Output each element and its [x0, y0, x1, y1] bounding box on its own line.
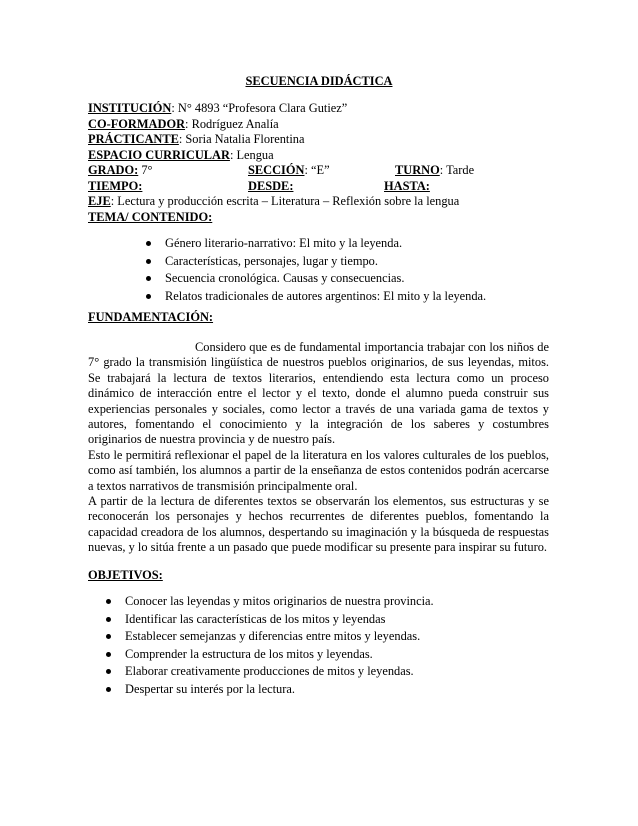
hasta-field	[384, 179, 430, 194]
objetivos-list	[125, 594, 434, 700]
turno-field	[395, 163, 474, 178]
seccion-value: : “E”	[304, 163, 330, 177]
fundamentacion-paragraph-1: Considero que es de fundamental importancia trabajar con los niños de 7° grado la transmisión lingüística de nuestros pueblos originarios, de sus leyendas, mitos. Se trabajará la lectura de textos literarios, entendiendo esta lectura como un proceso dinámico de interacción entre el lector y el texto, donde el alumno pueda construir sus experiencias personales y sociales, como lector a través de una variada gama de textos y autores, fomentando el conocimiento y la integración de los saberes y costumbres originarios de nuestra provincia y de nuestro país.	[88, 340, 549, 447]
coformador-line	[88, 117, 279, 132]
espacio-line	[88, 148, 274, 163]
eje-line	[88, 194, 459, 209]
practicante-line	[88, 132, 304, 147]
fundamentacion-heading: FUNDAMENTACIÓN:	[88, 310, 214, 324]
list-item: Género literario-narrativo: El mito y la leyenda.	[165, 236, 486, 254]
seccion-field	[248, 163, 330, 178]
desde-field	[248, 179, 293, 194]
grado-value: 7°	[138, 163, 153, 177]
fundamentacion-paragraph-3: A partir de la lectura de diferentes textos se observarán los elementos, sus estructuras y se reconocerán los personajes y hechos recurrentes de diferentes pueblos, fomentando la capacidad creadora de los alumnos, despertando su imaginación y la búsqueda de respuestas nuevas, y lo sitúa frente a un pasado que puede modificar su presente para inspirar su futuro.	[88, 494, 549, 555]
practicante-value: : Soria Natalia Florentina	[178, 132, 305, 146]
institucion-label: INSTITUCIÓN	[88, 101, 172, 115]
institucion-line	[88, 101, 347, 116]
tiempo-label: TIEMPO:	[88, 178, 143, 193]
turno-label: TURNO	[395, 163, 440, 177]
document-title: SECUENCIA DIDÁCTICA	[245, 74, 393, 88]
tema-label: TEMA/ CONTENIDO:	[88, 209, 213, 224]
tema-line	[88, 210, 212, 225]
objetivos-heading: OBJETIVOS:	[88, 568, 163, 582]
fundamentacion-paragraph-2: Esto le permitirá reflexionar el papel de la literatura en los valores culturales de los pueblos, como así también, los alumnos a partir de la enseñanza de estos contenidos podrán acercarse a textos narrativos de transmisión principalmente oral.	[88, 447, 549, 493]
coformador-label: CO-FORMADOR	[88, 116, 186, 131]
desde-label: DESDE:	[248, 178, 294, 193]
espacio-label: ESPACIO CURRICULAR	[88, 147, 230, 162]
list-item: Secuencia cronológica. Causas y consecuencias.	[165, 271, 486, 289]
practicante-label: PRÁCTICANTE	[88, 132, 179, 146]
contenidos-list	[165, 236, 486, 306]
list-item: Relatos tradicionales de autores argentinos: El mito y la leyenda.	[165, 289, 486, 307]
tiempo-line	[88, 179, 142, 194]
hasta-label: HASTA:	[384, 178, 430, 193]
eje-label: EJE	[88, 194, 111, 208]
list-item: Elaborar creativamente producciones de mitos y leyendas.	[125, 664, 434, 682]
espacio-value: : Lengua	[229, 147, 274, 162]
coformador-value: : Rodríguez Analía	[185, 116, 279, 131]
list-item: Conocer las leyendas y mitos originarios de nuestra provincia.	[125, 594, 434, 612]
list-item: Establecer semejanzas y diferencias entre mitos y leyendas.	[125, 629, 434, 647]
institucion-value: : N° 4893 “Profesora Clara Gutiez”	[171, 101, 348, 115]
seccion-label: SECCIÓN	[248, 163, 305, 177]
grado-label: GRADO:	[88, 163, 139, 177]
fundamentacion-body	[88, 340, 549, 556]
eje-value: : Lectura y producción escrita – Literatura – Reflexión sobre la lengua	[110, 194, 460, 208]
list-item: Comprender la estructura de los mitos y leyendas.	[125, 647, 434, 665]
turno-value: : Tarde	[439, 163, 475, 177]
list-item: Características, personajes, lugar y tiempo.	[165, 254, 486, 272]
list-item: Identificar las características de los mitos y leyendas	[125, 612, 434, 630]
list-item: Despertar su interés por la lectura.	[125, 682, 434, 700]
grado-line	[88, 163, 153, 178]
